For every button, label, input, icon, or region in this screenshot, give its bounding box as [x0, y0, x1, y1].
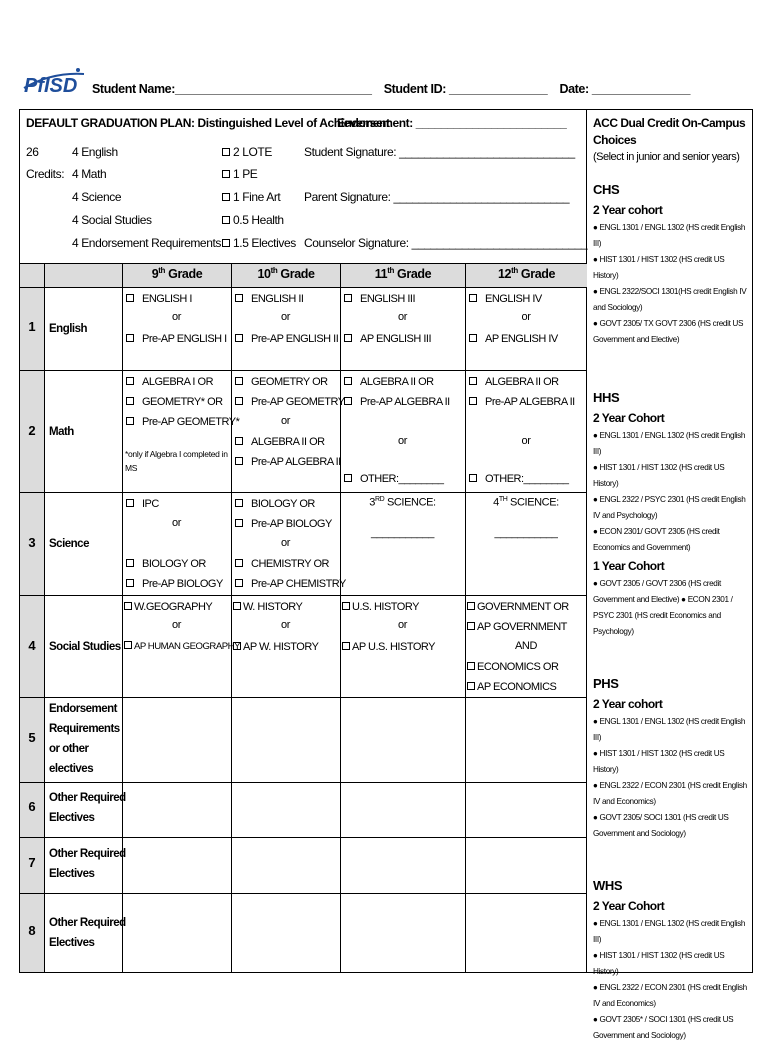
credit-pe: 1 PE: [233, 167, 258, 181]
checkbox[interactable]: [124, 602, 132, 610]
course-item: ● GOVT 2305 / GOVT 2306 (HS credit Government and Elective) ● ECON 2301 / PSYC 2301 (HS credit Economics and Psychology): [593, 579, 733, 636]
row-label-endorsement: Endorsement Requirements or other electives: [49, 703, 120, 775]
or-label: or: [281, 619, 290, 631]
school-whs: WHS: [593, 878, 623, 893]
row-number: 5: [28, 730, 36, 745]
checkbox[interactable]: [235, 294, 243, 302]
checkbox[interactable]: [469, 377, 477, 385]
row-number: 6: [28, 799, 36, 814]
checkbox[interactable]: [235, 334, 243, 342]
school-hhs: HHS: [593, 390, 620, 405]
course-item: ● HIST 1301 / HIST 1302 (HS credit US History): [593, 749, 725, 774]
course-option: AP GOVERNMENT: [477, 621, 567, 633]
plan-panel: [20, 110, 587, 972]
grade-10-header: 10th Grade: [257, 266, 315, 282]
cohort-label: 2 Year cohort: [593, 203, 663, 217]
or-label: or: [281, 311, 290, 323]
checkbox[interactable]: [235, 519, 243, 527]
req-social: 4 Social Studies: [72, 213, 152, 227]
checkbox[interactable]: [124, 641, 132, 649]
credits-number: 26: [26, 145, 39, 159]
student-name-field[interactable]: Student Name:______________________________: [92, 82, 372, 96]
course-item: ● ENGL 1301 / ENGL 1302 (HS credit English III): [593, 431, 746, 456]
fourth-science-label: 4TH SCIENCE:: [493, 496, 559, 509]
course-item: ● ENGL 2322/SOCI 1301(HS credit English IV and Sociology): [593, 287, 747, 312]
or-label: or: [172, 619, 181, 631]
checkbox[interactable]: [233, 642, 241, 650]
course-item: ● ENGL 2322 / PSYC 2301 (HS credit English IV and Psychology): [593, 495, 746, 520]
course-option: AP ECONOMICS: [477, 681, 557, 693]
school-chs: CHS: [593, 182, 620, 197]
checkbox[interactable]: [222, 148, 230, 156]
checkbox[interactable]: [126, 559, 134, 567]
row-label-other-electives: Other Required Electives: [49, 848, 126, 880]
course-option: ALGEBRA II OR: [360, 376, 434, 388]
checkbox[interactable]: [222, 170, 230, 178]
course-option: Pre-AP ALGEBRA II: [360, 396, 450, 408]
row-number: 1: [28, 319, 36, 334]
credit-fine-art: 1 Fine Art: [233, 190, 281, 204]
row-label-other-electives: Other Required Electives: [49, 917, 126, 949]
other-math-field[interactable]: OTHER:________: [360, 473, 444, 485]
checkbox[interactable]: [222, 239, 230, 247]
checkbox[interactable]: [235, 499, 243, 507]
svg-text:PfISD: PfISD: [24, 75, 78, 97]
checkbox[interactable]: [469, 474, 477, 482]
checkbox[interactable]: [222, 193, 230, 201]
header-fields: [92, 82, 690, 96]
and-label: AND: [514, 640, 538, 652]
or-label: or: [521, 435, 531, 447]
course-option: AP ENGLISH III: [360, 333, 432, 345]
parent-signature-field[interactable]: Parent Signature: ____________________________: [304, 190, 570, 204]
course-option: Pre-AP ALGEBRA II: [485, 396, 575, 408]
course-option: ENGLISH II: [251, 293, 304, 305]
checkbox[interactable]: [469, 294, 477, 302]
course-option: BIOLOGY OR: [142, 558, 206, 570]
course-option: W.GEOGRAPHY: [134, 601, 213, 613]
req-endorsement: 4 Endorsement Requirements: [72, 236, 222, 250]
course-option: AP U.S. HISTORY: [352, 641, 435, 653]
course-option: ENGLISH I: [142, 293, 192, 305]
checkbox[interactable]: [467, 682, 475, 690]
or-label: or: [398, 311, 407, 323]
course-option: ENGLISH III: [360, 293, 416, 305]
checkbox[interactable]: [235, 579, 243, 587]
grade-9-header: 9th Grade: [151, 266, 203, 282]
other-math-field[interactable]: OTHER:________: [485, 473, 569, 485]
endorsement-field[interactable]: Endorsement: ________________________: [337, 116, 567, 130]
checkbox[interactable]: [222, 216, 230, 224]
plan-title: DEFAULT GRADUATION PLAN: Distinguished Level of Achievement: [26, 116, 390, 130]
row-number: 8: [28, 923, 36, 938]
checkbox[interactable]: [344, 294, 352, 302]
cohort-label: 1 Year Cohort: [593, 559, 665, 573]
grade-11-header: 11th Grade: [374, 266, 432, 282]
student-signature-field[interactable]: Student Signature: ____________________________: [304, 145, 575, 159]
checkbox[interactable]: [467, 622, 475, 630]
checkbox[interactable]: [469, 334, 477, 342]
course-item: ● ENGL 1301 / ENGL 1302 (HS credit English III): [593, 717, 746, 742]
checkbox[interactable]: [469, 397, 477, 405]
grade-12-header: 12th Grade: [497, 266, 556, 282]
third-science-label: 3RD SCIENCE:: [369, 496, 436, 509]
course-option: GEOMETRY* OR: [142, 396, 223, 408]
checkbox[interactable]: [467, 602, 475, 610]
course-option: GOVERNMENT OR: [477, 601, 569, 613]
checkbox[interactable]: [344, 377, 352, 385]
course-item: ● GOVT 2305/ SOCI 1301 (HS credit US Government and Sociology): [593, 813, 729, 838]
course-option: GEOMETRY OR: [251, 376, 328, 388]
row-number: 2: [28, 423, 36, 438]
course-option: W. HISTORY: [243, 601, 303, 613]
course-item: ● ENGL 2322 / ECON 2301 (HS credit English IV and Economics): [593, 983, 747, 1008]
checkbox[interactable]: [126, 499, 134, 507]
sidebar-title: ACC Dual Credit On-Campus Choices: [593, 116, 746, 147]
checkbox[interactable]: [235, 559, 243, 567]
checkbox[interactable]: [235, 377, 243, 385]
course-option: ENGLISH IV: [485, 293, 542, 305]
course-option: Pre-AP ENGLISH II: [251, 333, 339, 345]
row-number: 7: [28, 855, 36, 870]
checkbox[interactable]: [342, 642, 350, 650]
course-option: AP ENGLISH IV: [485, 333, 558, 345]
checkbox[interactable]: [342, 602, 350, 610]
cohort-label: 2 Year Cohort: [593, 411, 665, 425]
course-item: ● HIST 1301 / HIST 1302 (HS credit US History): [593, 463, 725, 488]
checkbox[interactable]: [235, 437, 243, 445]
course-item: ● HIST 1301 / HIST 1302 (HS credit US History): [593, 255, 725, 280]
sidebar-subtitle: (Select in junior and senior years): [593, 151, 740, 163]
checkbox[interactable]: [126, 334, 134, 342]
course-option: Pre-AP ENGLISH I: [142, 333, 227, 345]
course-option: Pre-AP BIOLOGY: [251, 518, 332, 530]
checkbox[interactable]: [344, 334, 352, 342]
course-item: ● ECON 2301/ GOVT 2305 (HS credit Economics and Government): [593, 527, 720, 552]
course-option: Pre-AP CHEMISTRY: [251, 578, 346, 590]
row-number: 4: [28, 638, 36, 653]
credit-electives: 1.5 Electives: [233, 236, 296, 250]
row-number: 3: [28, 535, 36, 550]
cohort-label: 2 Year cohort: [593, 697, 663, 711]
credit-lote: 2 LOTE: [233, 145, 272, 159]
course-option: CHEMISTRY OR: [251, 558, 329, 570]
course-item: ● ENGL 1301 / ENGL 1302 (HS credit English III): [593, 223, 746, 248]
row-label-social-studies: Social Studies: [49, 641, 121, 653]
row-label-math: Math: [49, 426, 74, 438]
course-option: ALGEBRA II OR: [485, 376, 559, 388]
checkbox[interactable]: [235, 457, 243, 465]
course-option: ECONOMICS OR: [477, 661, 559, 673]
or-label: or: [398, 619, 407, 631]
date-field[interactable]: Date: _______________: [559, 82, 691, 96]
course-option: U.S. HISTORY: [352, 601, 419, 613]
row-label-english: English: [49, 323, 88, 335]
or-label: or: [172, 517, 181, 529]
course-option: AP HUMAN GEOGRAPHY: [134, 641, 240, 652]
course-option: Pre-AP BIOLOGY: [142, 578, 223, 590]
checkbox[interactable]: [126, 397, 134, 405]
course-option: ALGEBRA I OR: [142, 376, 214, 388]
checkbox[interactable]: [126, 579, 134, 587]
checkbox[interactable]: [126, 417, 134, 425]
row-label-other-electives: Other Required Electives: [49, 792, 126, 824]
course-option: AP W. HISTORY: [243, 641, 319, 653]
checkbox[interactable]: [467, 662, 475, 670]
math-footnote: *only if Algebra I completed in MS: [125, 449, 228, 473]
or-label: or: [281, 537, 290, 549]
fourth-science-field[interactable]: ___________: [494, 527, 558, 539]
student-id-field[interactable]: Student ID: _______________: [383, 82, 548, 96]
checkbox[interactable]: [344, 397, 352, 405]
checkbox[interactable]: [126, 377, 134, 385]
or-label: or: [172, 311, 181, 323]
req-science: 4 Science: [72, 190, 122, 204]
course-option: BIOLOGY OR: [251, 498, 315, 510]
course-option: ALGEBRA II OR: [251, 436, 325, 448]
course-item: ● GOVT 2305/ TX GOVT 2306 (HS credit US Government and Elective): [593, 319, 744, 344]
credit-health: 0.5 Health: [233, 213, 284, 227]
third-science-field[interactable]: ___________: [371, 527, 434, 539]
credits-label: Credits:: [26, 167, 65, 181]
course-item: ● ENGL 2322 / ECON 2301 (HS credit English IV and Economics): [593, 781, 747, 806]
counselor-signature-field[interactable]: Counselor Signature: ____________________________: [304, 236, 588, 250]
checkbox[interactable]: [126, 294, 134, 302]
graduation-plan-frame: [19, 109, 753, 1040]
course-option: Pre-AP GEOMETRY: [251, 396, 345, 408]
school-phs: PHS: [593, 676, 619, 691]
row-label-science: Science: [49, 538, 89, 550]
cohort-label: 2 Year Cohort: [593, 899, 665, 913]
course-item: ● GOVT 2305* / SOCI 1301 (HS credit US Government and Sociology): [593, 1015, 734, 1040]
course-option: Pre-AP ALGEBRA II: [251, 456, 341, 468]
req-math: 4 Math: [72, 167, 107, 181]
checkbox[interactable]: [233, 602, 241, 610]
course-option: IPC: [142, 498, 159, 510]
checkbox[interactable]: [344, 474, 352, 482]
course-option: Pre-AP GEOMETRY*: [142, 416, 240, 428]
or-label: or: [281, 415, 290, 427]
course-item: ● ENGL 1301 / ENGL 1302 (HS credit English III): [593, 919, 746, 944]
or-label: or: [521, 311, 531, 323]
course-item: ● HIST 1301 / HIST 1302 (HS credit US History): [593, 951, 725, 976]
req-english: 4 English: [72, 145, 118, 159]
course-grid: [20, 263, 587, 972]
or-label: or: [398, 435, 407, 447]
pfisd-logo: [22, 66, 88, 96]
checkbox[interactable]: [235, 397, 243, 405]
dual-credit-sidebar: [588, 110, 753, 1040]
